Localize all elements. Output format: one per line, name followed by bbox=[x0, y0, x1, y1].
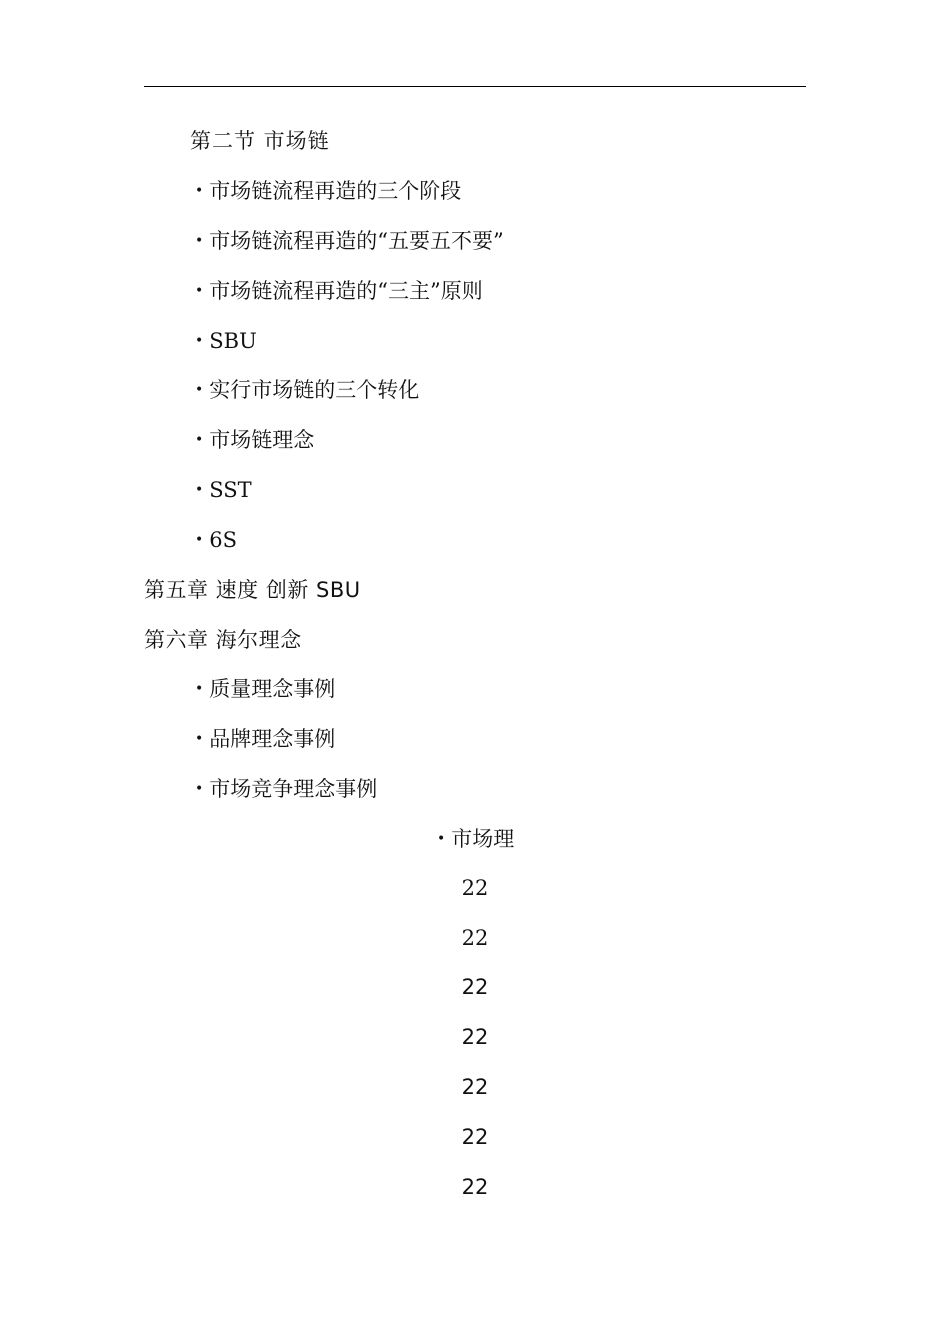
toc-entry-label: 市场链流程再造的三个阶段 bbox=[209, 179, 462, 203]
toc-entry-label: 市场理 bbox=[451, 827, 515, 851]
toc-entry-label: SBU bbox=[209, 329, 257, 353]
toc-entry-label: 市场链理念 bbox=[209, 428, 315, 452]
toc-entry-label: 质量理念事例 bbox=[209, 677, 336, 701]
bullet: • bbox=[195, 731, 204, 747]
toc-entry[interactable] bbox=[195, 477, 252, 503]
bullet: • bbox=[195, 781, 204, 797]
toc-entry-label: SST bbox=[209, 478, 252, 502]
toc-entry[interactable] bbox=[195, 776, 377, 802]
toc-entry[interactable] bbox=[195, 527, 237, 553]
header-rule bbox=[144, 86, 806, 87]
section-heading-label: 第二节 市场链 bbox=[190, 129, 330, 153]
toc-entry[interactable] bbox=[195, 427, 314, 453]
toc-entry-label: 市场链流程再造的“三主”原则 bbox=[209, 279, 483, 303]
page-number: 22 bbox=[461, 1025, 489, 1049]
chapter-heading-label: 第六章 海尔理念 bbox=[144, 628, 302, 652]
page-number: 22 bbox=[461, 1075, 489, 1099]
toc-entry-label: 实行市场链的三个转化 bbox=[209, 378, 420, 402]
bullet: • bbox=[437, 831, 446, 847]
chapter-heading[interactable] bbox=[144, 577, 361, 603]
bullet: • bbox=[195, 532, 204, 548]
page-number: 22 bbox=[461, 876, 489, 900]
toc-entry[interactable] bbox=[195, 278, 483, 304]
page-number: 22 bbox=[461, 1125, 489, 1149]
bullet: • bbox=[195, 233, 204, 249]
toc-entry-label: 市场链流程再造的“五要五不要” bbox=[209, 229, 504, 253]
page-number: 22 bbox=[461, 975, 489, 999]
bullet: • bbox=[195, 432, 204, 448]
toc-entry[interactable] bbox=[195, 228, 504, 254]
toc-entry[interactable] bbox=[195, 377, 419, 403]
toc-entry[interactable] bbox=[195, 726, 335, 752]
toc-entry[interactable] bbox=[195, 178, 461, 204]
bullet: • bbox=[195, 482, 204, 498]
bullet: • bbox=[195, 681, 204, 697]
toc-entry-label: 6S bbox=[209, 528, 238, 552]
toc-entry-truncated[interactable] bbox=[437, 826, 514, 852]
chapter-heading-label: 第五章 速度 创新 SBU bbox=[144, 578, 361, 602]
bullet: • bbox=[195, 183, 204, 199]
section-heading[interactable] bbox=[190, 128, 330, 154]
page-number: 22 bbox=[461, 926, 489, 950]
toc-entry[interactable] bbox=[195, 328, 257, 354]
bullet: • bbox=[195, 283, 204, 299]
page-number: 22 bbox=[461, 1175, 489, 1199]
toc-entry-label: 品牌理念事例 bbox=[209, 727, 336, 751]
bullet: • bbox=[195, 382, 204, 398]
chapter-heading[interactable] bbox=[144, 627, 302, 653]
toc-entry[interactable] bbox=[195, 676, 335, 702]
toc-entry-label: 市场竞争理念事例 bbox=[209, 777, 378, 801]
bullet: • bbox=[195, 333, 204, 349]
